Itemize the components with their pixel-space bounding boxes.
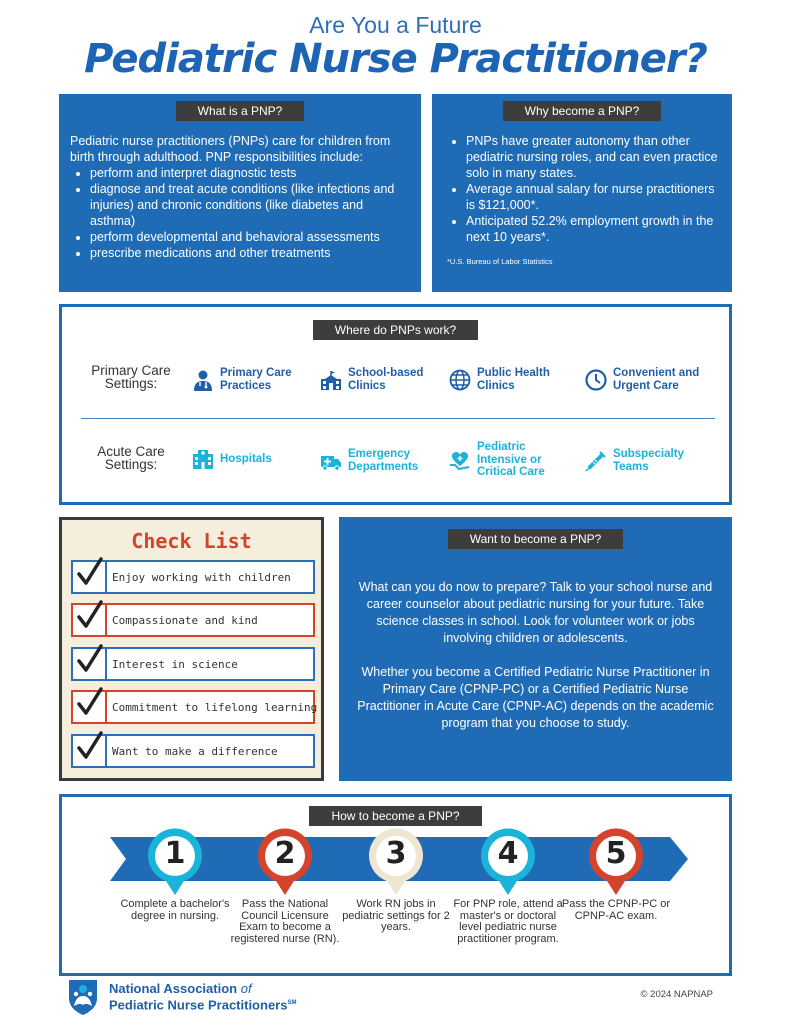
checklist-item: Commitment to lifelong learning [71, 690, 315, 724]
ambulance-icon [320, 450, 342, 472]
where-pnps-work-panel [59, 304, 732, 505]
hospital-icon [192, 448, 214, 470]
place-pediatric-intensive-care: Pediatric Intensive or Critical Care [449, 441, 545, 479]
checkmark-icon [73, 599, 107, 633]
want-to-become-panel [339, 517, 732, 781]
footnote: *U.S. Bureau of Labor Statistics [447, 257, 553, 266]
place-emergency-departments: Emergency Departments [320, 448, 418, 473]
step-text: Pass the CPNP-PC or CPNP-AC exam. [561, 898, 671, 922]
where-tag: Where do PNPs work? [313, 320, 478, 340]
checklist-title: Check List [131, 529, 252, 553]
list-item: • perform developmental and behavioral assessments [90, 229, 411, 245]
doctor-icon [192, 369, 214, 391]
primary-care-label: Primary Care Settings: [91, 363, 171, 391]
want-paragraph-2: Whether you become a Certified Pediatric Nurse Practitioner in Primary Care (CPNP-PC) or a Certified Pediatric Nurse Practitioner in Acute Care (CPNP-AC) depends on the academic program that you choose to study. [357, 665, 714, 730]
place-school-based-clinics: School-based Clinics [320, 367, 423, 392]
step-text: Work RN jobs in pediatric settings for 2 years. [342, 898, 450, 933]
place-public-health-clinics: Public Health Clinics [449, 367, 550, 392]
school-icon [320, 369, 342, 391]
how-tag: How to become a PNP? [309, 806, 481, 826]
step-number: 4 [497, 836, 519, 871]
why-tag: Why become a PNP? [503, 101, 662, 121]
pre-title: Are You a Future [309, 12, 482, 38]
step-number: 1 [164, 836, 186, 871]
list-item: • diagnose and treat acute conditions (like infections and injuries) and chronic conditions (like diabetes and asthma) [90, 181, 411, 229]
list-item: • PNPs have greater autonomy than other pediatric nursing roles, and can even practice solo in many states. [466, 133, 724, 181]
list-item: • Average annual salary for nurse practitioners is $121,000*. [466, 181, 724, 213]
what-tag: What is a PNP? [176, 101, 305, 121]
heart-hand-icon [449, 449, 471, 471]
step-number: 5 [605, 836, 627, 871]
checklist-item: Compassionate and kind [71, 603, 315, 637]
list-item: • prescribe medications and other treatments [90, 245, 411, 261]
org-name: National Association of Pediatric Nurse Practitioners℠ [109, 980, 297, 1013]
how-to-become-panel [59, 794, 732, 976]
place-convenient-urgent-care: Convenient and Urgent Care [585, 367, 699, 392]
why-list [466, 133, 724, 245]
step-number: 3 [385, 836, 407, 871]
why-become-pnp-panel [432, 94, 732, 292]
syringe-icon [585, 450, 607, 472]
divider [81, 418, 715, 419]
clock-icon [585, 369, 607, 391]
checkmark-icon [73, 643, 107, 677]
step-number: 2 [274, 836, 296, 871]
step-text: Pass the National Council Licensure Exam to become a registered nurse (RN). [230, 898, 340, 945]
list-item: • Anticipated 52.2% employment growth in the next 10 years*. [466, 213, 724, 245]
napnap-logo [67, 978, 296, 1016]
checkmark-icon [73, 730, 107, 764]
checklist-item: Want to make a difference [71, 734, 315, 768]
step-text: Complete a bachelor's degree in nursing. [120, 898, 230, 922]
page-title: Pediatric Nurse Practitioner? [84, 36, 707, 82]
acute-care-label: Acute Care Settings: [97, 444, 165, 472]
what-intro: Pediatric nurse practitioners (PNPs) care for children from birth through adulthood. PNP responsibilities include: [70, 134, 391, 164]
shield-logo-icon [67, 978, 99, 1016]
place-hospitals: Hospitals [192, 448, 272, 470]
checklist-card [59, 517, 324, 781]
what-is-pnp-panel [59, 94, 421, 292]
want-paragraph-1: What can you do now to prepare? Talk to your school nurse and career counselor about pediatric nursing for your future. Take science classes in school. Look for volunteer work or jobs involving children or adolescents. [358, 580, 713, 645]
what-list [90, 165, 411, 261]
globe-icon [449, 369, 471, 391]
checklist-item: Interest in science [71, 647, 315, 681]
step-text: For PNP role, attend a master's or doctoral level pediatric nurse practitioner program. [453, 898, 563, 945]
checklist-item: Enjoy working with children [71, 560, 315, 594]
copyright: © 2024 NAPNAP [640, 989, 713, 1000]
want-tag: Want to become a PNP? [448, 529, 624, 549]
checkmark-icon [73, 686, 107, 720]
place-subspecialty-teams: Subspecialty Teams [585, 448, 684, 473]
list-item: • perform and interpret diagnostic tests [90, 165, 411, 181]
place-primary-care-practices: Primary Care Practices [192, 367, 292, 392]
checkmark-icon [73, 556, 107, 590]
